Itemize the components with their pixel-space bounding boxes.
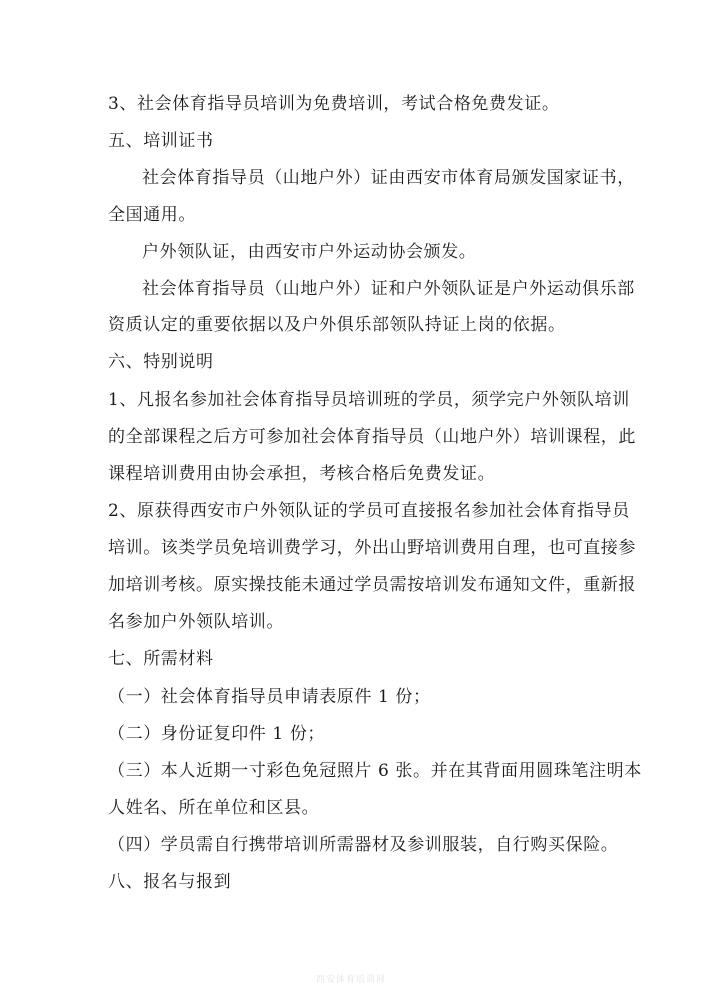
section-heading-registration: 八、报名与报到 <box>108 872 232 892</box>
paragraph-leader-cert: 户外领队证，由西安市户外运动协会颁发。 <box>142 242 477 262</box>
material-item-2: （二）身份证复印件 1 份； <box>108 724 326 744</box>
paragraph-note-1-line-3: 课程培训费用由协会承担，考核合格后免费发证。 <box>108 464 496 484</box>
paragraph-note-2-line-3: 加培训考核。原实操技能未通过学员需按培训发布通知文件，重新报 <box>108 575 636 595</box>
material-item-1: （一）社会体育指导员申请表原件 1 份； <box>108 687 431 707</box>
section-heading-special-notes: 六、特别说明 <box>108 352 214 372</box>
section-heading-materials: 七、所需材料 <box>108 649 214 669</box>
section-heading-certificate: 五、培训证书 <box>108 131 214 151</box>
paragraph-note-2-line-2: 培训。该类学员免培训费学习，外出山野培训费用自理，也可直接参 <box>108 538 636 558</box>
paragraph-note-2-line-1: 2、原获得西安市户外领队证的学员可直接报名参加社会体育指导员 <box>108 501 630 521</box>
paragraph-qualification-line-1: 社会体育指导员（山地户外）证和户外领队证是户外运动俱乐部 <box>142 279 635 299</box>
paragraph-note-1-line-1: 1、凡报名参加社会体育指导员培训班的学员，须学完户外领队培训 <box>108 390 630 410</box>
paragraph-qualification-line-2: 资质认定的重要依据以及户外俱乐部领队持证上岗的依据。 <box>108 315 566 335</box>
paragraph-note-2-line-4: 名参加户外领队培训。 <box>108 612 284 632</box>
paragraph-certificate-line-1: 社会体育指导员（山地户外）证由西安市体育局颁发国家证书， <box>142 168 635 188</box>
material-item-3-line-2: 人姓名、所在单位和区县。 <box>108 798 320 818</box>
paragraph-note-1-line-2: 的全部课程之后方可参加社会体育指导员（山地户外）培训课程，此 <box>108 427 636 447</box>
paragraph-free-training: 3、社会体育指导员培训为免费培训，考试合格免费发证。 <box>108 94 560 114</box>
material-item-3-line-1: （三）本人近期一寸彩色免冠照片 6 张。并在其背面用圆珠笔注明本 <box>108 761 642 781</box>
watermark-text: 西安体育培训网 <box>315 975 386 985</box>
paragraph-certificate-line-2: 全国通用。 <box>108 205 196 225</box>
material-item-4: （四）学员需自行携带培训所需器材及参训服装，自行购买保险。 <box>108 835 619 855</box>
